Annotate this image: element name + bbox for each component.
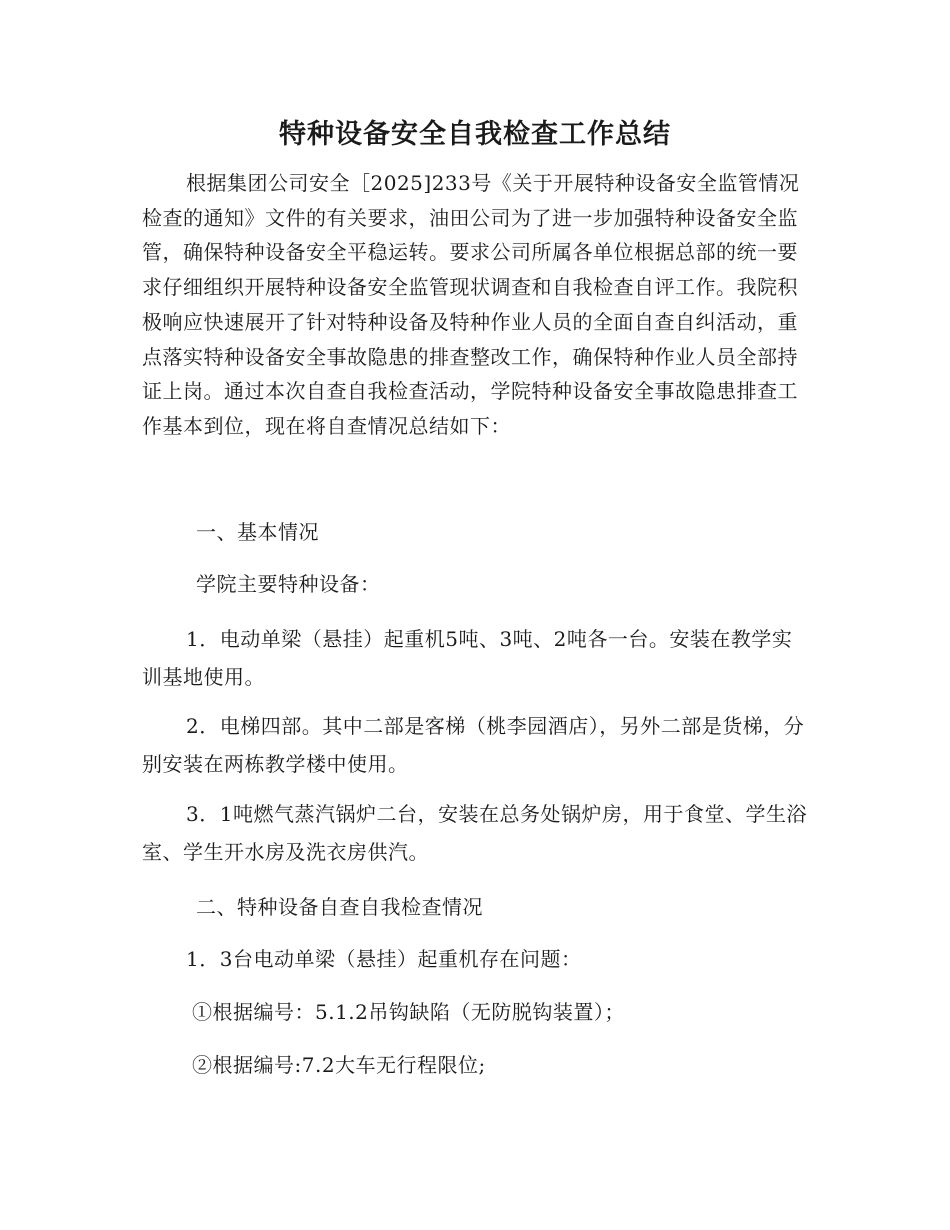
section-heading-basic-info: 一、基本情况 [196,520,319,544]
crane-issues-heading: 1．3台电动单梁（悬挂）起重机存在问题： [186,947,582,971]
equipment-item-elevator: 2．电梯四部。其中二部是客梯（桃李园酒店），另外二部是货梯，分别安装在两栋教学楼中使用。 [142,714,805,776]
intro-paragraph: 根据集团公司安全［2025]233号《关于开展特种设备安全监管情况检查的通知》文件的有关要求，油田公司为了进一步加强特种设备安全监管，确保特种设备安全平稳运转。要求公司所属各单位根据总部的统一要求仔细组织开展特种设备安全监管现状调查和自我检查自评工作。我院积极响应快速展开了针对特种设备及特种作业人员的全面自查自纠活动，重点落实特种设备安全事故隐患的排查整改工作，确保特种作业人员全部持证上岗。通过本次自查自我检查活动，学院特种设备安全事故隐患排查工作基本到位，现在将自查情况总结如下： [142,171,800,438]
equipment-item-crane: 1．电动单梁（悬挂）起重机5吨、3吨、2吨各一台。安装在教学实训基地使用。 [142,627,793,689]
equipment-item-boiler: 3．1吨燃气蒸汽锅炉二台，安装在总务处锅炉房，用于食堂、学生浴室、学生开水房及洗衣房供汽。 [142,802,807,864]
issue-item: ②根据编号:7.2大车无行程限位; [192,1053,486,1077]
equipment-intro: 学院主要特种设备： [196,572,381,596]
issue-item: ①根据编号：5.1.2吊钩缺陷（无防脱钩装置）； [192,1000,625,1024]
section-heading-self-check: 二、特种设备自查自我检查情况 [196,895,483,919]
document-title: 特种设备安全自我检查工作总结 [279,119,671,150]
